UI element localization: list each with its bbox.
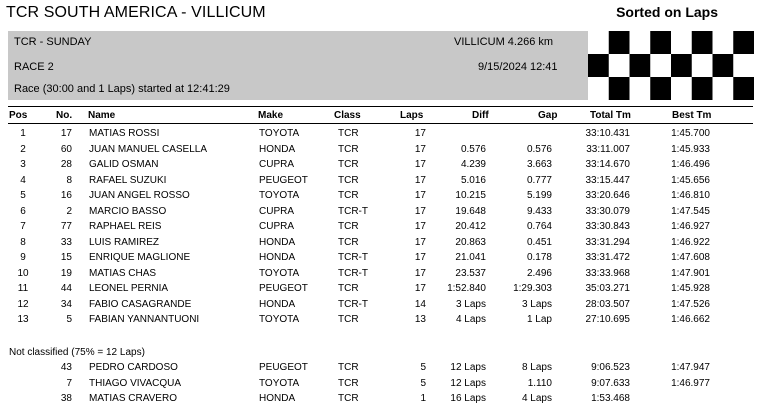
- cell-make: PEUGEOT: [259, 283, 308, 294]
- header-underline: [8, 123, 753, 124]
- cell-class: TCR: [338, 143, 359, 155]
- col-make: Make: [258, 110, 284, 121]
- cell-diff: 23.537: [455, 267, 486, 279]
- cell-make: TOYOTA: [259, 377, 300, 389]
- cell-class: TCR: [338, 190, 359, 201]
- cell-gap: 4 Laps: [521, 393, 552, 404]
- cell-gap: 1.110: [527, 377, 552, 389]
- cell-diff: 3 Laps: [455, 298, 486, 310]
- cell-total: 9:06.523: [591, 362, 630, 373]
- cell-make: PEUGEOT: [259, 174, 308, 186]
- cell-no: 8: [66, 174, 72, 186]
- cell-pos: 10: [17, 267, 29, 279]
- cell-make: HONDA: [259, 393, 296, 404]
- cell-gap: 0.764: [526, 221, 552, 232]
- race-info: Race (30:00 and 1 Laps) started at 12:41:29: [14, 83, 230, 95]
- cell-gap: 9.433: [526, 205, 552, 217]
- cell-make: CUPRA: [259, 205, 295, 217]
- cell-name: FABIO CASAGRANDE: [89, 298, 192, 310]
- cell-total: 27:10.695: [585, 314, 630, 325]
- cell-pos: 13: [17, 314, 29, 325]
- cell-pos: 6: [20, 205, 26, 217]
- cell-name: MATIAS CRAVERO: [89, 393, 177, 404]
- cell-total: 33:14.670: [585, 159, 630, 170]
- cell-best: 1:45.933: [671, 143, 710, 155]
- cell-class: TCR: [338, 377, 359, 389]
- cell-pos: 9: [20, 252, 26, 263]
- cell-laps: 1: [420, 393, 426, 404]
- cell-class: TCR-T: [338, 205, 368, 217]
- cell-laps: 5: [420, 362, 426, 373]
- cell-no: 15: [60, 252, 72, 263]
- cell-no: 77: [60, 221, 72, 232]
- col-pos: Pos: [9, 110, 28, 121]
- cell-total: 33:11.007: [586, 143, 630, 155]
- cell-diff: 12 Laps: [450, 362, 486, 373]
- cell-pos: 12: [17, 298, 29, 310]
- cell-gap: 5.199: [526, 190, 552, 201]
- cell-name: RAFAEL SUZUKI: [89, 174, 167, 186]
- cell-total: 1:53.468: [591, 393, 630, 404]
- cell-name: JUAN ANGEL ROSSO: [89, 190, 190, 201]
- cell-make: PEUGEOT: [259, 362, 308, 373]
- cell-best: 1:46.496: [671, 159, 710, 170]
- cell-name: MATIAS ROSSI: [89, 128, 160, 139]
- col-no: No.: [56, 110, 73, 121]
- cell-gap: 1:29.303: [513, 283, 552, 294]
- cell-make: CUPRA: [259, 159, 295, 170]
- cell-laps: 17: [414, 128, 426, 139]
- race-name: RACE 2: [14, 61, 54, 73]
- sort-label: Sorted on Laps: [616, 4, 718, 20]
- cell-make: TOYOTA: [259, 190, 300, 201]
- cell-laps: 17: [414, 267, 426, 279]
- cell-class: TCR: [338, 221, 359, 232]
- cell-gap: 0.451: [526, 236, 552, 248]
- cell-gap: 8 Laps: [521, 362, 552, 373]
- cell-best: 1:47.545: [671, 205, 710, 217]
- cell-laps: 5: [420, 377, 426, 389]
- session-banner: [8, 31, 588, 100]
- cell-total: 33:31.294: [585, 236, 630, 248]
- cell-diff: 10.215: [455, 190, 486, 201]
- col-best: Best Tm: [672, 110, 712, 121]
- cell-pos: 4: [20, 174, 26, 186]
- cell-no: 44: [60, 283, 72, 294]
- cell-best: 1:47.608: [671, 252, 710, 263]
- cell-make: TOYOTA: [259, 128, 300, 139]
- cell-laps: 17: [414, 205, 426, 217]
- cell-no: 5: [66, 314, 72, 325]
- col-diff: Diff: [472, 110, 489, 121]
- cell-laps: 17: [414, 283, 426, 294]
- cell-no: 2: [66, 205, 72, 217]
- cell-best: 1:46.927: [671, 221, 710, 232]
- cell-total: 33:20.646: [585, 190, 630, 201]
- cell-laps: 17: [414, 252, 426, 263]
- col-class: Class: [334, 110, 361, 121]
- cell-laps: 17: [414, 143, 426, 155]
- checkered-flag-icon: [588, 31, 754, 100]
- cell-no: 34: [60, 298, 72, 310]
- cell-diff: 1:52.840: [447, 283, 486, 294]
- cell-make: CUPRA: [259, 221, 295, 232]
- cell-class: TCR: [338, 128, 359, 139]
- cell-diff: 4 Laps: [455, 314, 486, 325]
- cell-no: 60: [60, 143, 72, 155]
- cell-name: MARCIO BASSO: [89, 205, 167, 217]
- cell-laps: 14: [414, 298, 426, 310]
- cell-best: 1:45.928: [671, 283, 710, 294]
- cell-no: 43: [60, 362, 72, 373]
- race-datetime: 9/15/2024 12:41: [478, 61, 558, 73]
- header-rule: [8, 106, 753, 107]
- cell-gap: 2.496: [526, 267, 552, 279]
- cell-class: TCR: [338, 314, 359, 325]
- cell-pos: 7: [20, 221, 26, 232]
- cell-no: 16: [60, 190, 72, 201]
- cell-laps: 17: [414, 174, 426, 186]
- cell-class: TCR-T: [338, 252, 368, 263]
- cell-gap: 0.178: [526, 252, 552, 263]
- cell-total: 33:10.431: [585, 128, 630, 139]
- cell-class: TCR-T: [338, 298, 368, 310]
- cell-laps: 17: [414, 190, 426, 201]
- cell-name: RAPHAEL REIS: [89, 221, 162, 232]
- cell-make: HONDA: [259, 236, 296, 248]
- cell-laps: 13: [414, 314, 426, 325]
- cell-gap: 0.777: [526, 174, 552, 186]
- cell-diff: 5.016: [460, 174, 486, 186]
- cell-laps: 17: [414, 236, 426, 248]
- cell-best: 1:46.662: [671, 314, 710, 325]
- cell-make: HONDA: [259, 143, 296, 155]
- cell-pos: 8: [20, 236, 26, 248]
- cell-gap: 1 Lap: [526, 314, 552, 325]
- cell-diff: 20.863: [455, 236, 486, 248]
- col-name: Name: [88, 110, 116, 121]
- cell-total: 9:07.633: [591, 377, 630, 389]
- cell-diff: 12 Laps: [450, 377, 486, 389]
- cell-total: 33:30.843: [585, 221, 630, 232]
- cell-make: TOYOTA: [259, 314, 300, 325]
- cell-total: 28:03.507: [585, 298, 630, 310]
- cell-pos: 11: [17, 283, 29, 294]
- cell-class: TCR: [338, 174, 359, 186]
- page-title: TCR SOUTH AMERICA - VILLICUM: [6, 4, 266, 21]
- cell-name: MATIAS CHAS: [89, 267, 157, 279]
- cell-best: 1:45.656: [671, 174, 710, 186]
- cell-name: FABIAN YANNANTUONI: [89, 314, 200, 325]
- cell-make: HONDA: [259, 298, 296, 310]
- cell-name: THIAGO VIVACQUA: [89, 377, 182, 389]
- cell-class: TCR: [338, 362, 359, 373]
- cell-name: PEDRO CARDOSO: [89, 362, 178, 373]
- cell-gap: 3 Laps: [521, 298, 552, 310]
- cell-name: ENRIQUE MAGLIONE: [89, 252, 191, 263]
- cell-best: 1:45.700: [671, 128, 710, 139]
- cell-name: GALID OSMAN: [89, 159, 159, 170]
- cell-laps: 17: [414, 159, 426, 170]
- cell-total: 33:31.472: [585, 252, 630, 263]
- cell-total: 33:15.447: [585, 174, 630, 186]
- cell-best: 1:46.922: [671, 236, 710, 248]
- cell-best: 1:47.526: [671, 298, 710, 310]
- cell-total: 33:33.968: [585, 267, 630, 279]
- cell-no: 28: [60, 159, 72, 170]
- cell-name: LEONEL PERNIA: [89, 283, 169, 294]
- cell-class: TCR: [338, 236, 359, 248]
- session-name: TCR - SUNDAY: [14, 36, 92, 48]
- cell-gap: 3.663: [526, 159, 552, 170]
- cell-class: TCR: [338, 393, 359, 404]
- cell-no: 7: [66, 377, 72, 389]
- cell-best: 1:47.947: [671, 362, 710, 373]
- col-total: Total Tm: [590, 110, 631, 121]
- cell-best: 1:46.977: [671, 377, 710, 389]
- track-info: VILLICUM 4.266 km: [454, 36, 554, 48]
- cell-make: TOYOTA: [259, 267, 300, 279]
- cell-no: 33: [60, 236, 72, 248]
- cell-name: LUIS RAMIREZ: [89, 236, 160, 248]
- cell-no: 17: [60, 128, 72, 139]
- cell-name: JUAN MANUEL CASELLA: [89, 143, 207, 155]
- cell-class: TCR-T: [338, 267, 368, 279]
- cell-best: 1:47.901: [671, 267, 710, 279]
- cell-class: TCR: [338, 283, 359, 294]
- cell-diff: 21.041: [455, 252, 486, 263]
- cell-best: 1:46.810: [671, 190, 710, 201]
- cell-diff: 20.412: [455, 221, 486, 232]
- cell-total: 35:03.271: [585, 283, 630, 294]
- col-laps: Laps: [400, 110, 424, 121]
- col-gap: Gap: [538, 110, 558, 121]
- cell-pos: 3: [20, 159, 26, 170]
- cell-pos: 1: [20, 128, 26, 139]
- cell-total: 33:30.079: [585, 205, 630, 217]
- cell-laps: 17: [414, 221, 426, 232]
- cell-gap: 0.576: [526, 143, 552, 155]
- cell-diff: 19.648: [455, 205, 486, 217]
- cell-diff: 4.239: [460, 159, 486, 170]
- cell-pos: 5: [20, 190, 26, 201]
- cell-class: TCR: [338, 159, 359, 170]
- cell-diff: 16 Laps: [450, 393, 486, 404]
- cell-no: 38: [60, 393, 72, 404]
- not-classified-label: Not classified (75% = 12 Laps): [9, 347, 145, 358]
- cell-no: 19: [60, 267, 72, 279]
- cell-pos: 2: [20, 143, 26, 155]
- cell-make: HONDA: [259, 252, 296, 263]
- cell-diff: 0.576: [460, 143, 486, 155]
